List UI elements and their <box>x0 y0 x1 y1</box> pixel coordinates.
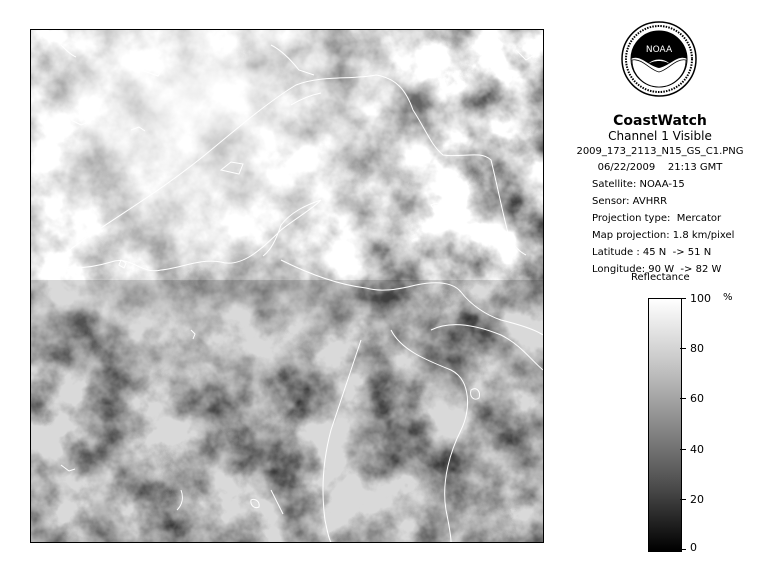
file-name: 2009_173_2113_N15_GS_C1.PNG <box>576 146 744 157</box>
logo-text: NOAA <box>645 45 673 55</box>
scale-tick <box>680 549 686 550</box>
satellite-image <box>30 29 544 543</box>
scale-tick <box>680 348 686 349</box>
noaa-logo-icon <box>620 20 698 98</box>
reflectance-scale-bar <box>648 298 682 552</box>
projection-type-info: Projection type: Mercator <box>592 213 722 224</box>
satellite-image-canvas <box>31 30 543 542</box>
scale-unit: % <box>723 292 733 303</box>
sensor-info: Sensor: AVHRR <box>592 196 668 207</box>
scale-tick-label: 100 <box>690 292 711 305</box>
darker-south-region <box>31 280 543 542</box>
scale-title: Reflectance <box>631 272 690 283</box>
scale-tick <box>680 298 686 299</box>
latitude-info: Latitude : 45 N -> 51 N <box>592 247 712 258</box>
scale-tick-label: 60 <box>690 392 704 405</box>
scale-tick <box>680 449 686 450</box>
scale-tick <box>680 398 686 399</box>
scale-tick-label: 80 <box>690 342 704 355</box>
scale-tick-label: 40 <box>690 443 704 456</box>
map-projection-info: Map projection: 1.8 km/pixel <box>592 230 735 241</box>
product-title: CoastWatch <box>613 113 707 129</box>
channel-label: Channel 1 Visible <box>608 129 712 143</box>
date-time: 06/22/2009 21:13 GMT <box>597 162 723 173</box>
scale-tick <box>680 499 686 500</box>
scale-tick-label: 0 <box>690 541 697 554</box>
longitude-info: Longitude: 90 W -> 82 W <box>592 264 722 275</box>
satellite-info: Satellite: NOAA-15 <box>592 179 685 190</box>
scale-tick-label: 20 <box>690 493 704 506</box>
